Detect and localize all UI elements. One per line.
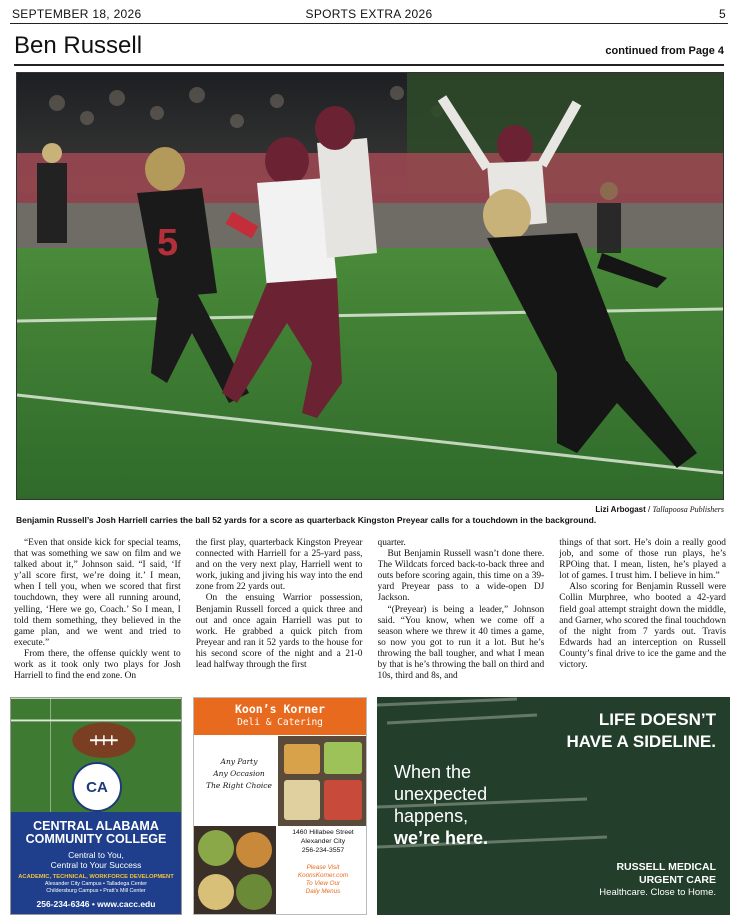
koons-link-4: Daily Menus <box>305 888 341 895</box>
page-number: 5 <box>719 7 726 21</box>
cacc-name <box>11 820 181 846</box>
paragraph: quarter. <box>377 538 406 548</box>
russell-headline-2: HAVE A SIDELINE. <box>566 732 716 751</box>
koons-name: Koon’s Korner <box>234 702 325 716</box>
koons-tag-2: Any Occasion <box>213 769 265 778</box>
article-column-1 <box>14 538 181 688</box>
koons-link-1: Please Visit <box>306 864 340 871</box>
cacc-programs: ACADEMIC, TECHNICAL, WORKFORCE DEVELOPMENT <box>18 874 174 880</box>
photo-caption: Benjamin Russell’s Josh Harriell carries the ball 52 yards for a score as quarterback Kingston Preyear calls for a touchdown in the background. <box>16 515 597 525</box>
russell-headline-1: LIFE DOESN’T <box>598 710 716 729</box>
cacc-tagline-1: Central to You, <box>68 850 124 860</box>
cacc-text-panel <box>11 812 181 915</box>
cacc-campuses-1: Alexander City Campus • Talladega Center <box>44 881 148 887</box>
article-column-3 <box>378 538 545 688</box>
koons-link-3: To View Our <box>305 880 341 887</box>
cacc-name-line1: CENTRAL ALABAMA <box>33 819 159 833</box>
paragraph: the first play, quarterback Kingston Preyear connected with Harriell for a 25-yard pass, and on the very next play, Harriell went to work, juking and jiving his way into the end zone from 22 yards out. <box>195 538 363 593</box>
headline-rule <box>14 64 724 66</box>
koons-address: 1460 Hillabee Street <box>292 829 354 836</box>
photo-credit-org: Tallapoosa Publishers <box>652 505 724 514</box>
koons-tagline <box>200 756 278 792</box>
jersey-number-label: 5 <box>157 222 179 264</box>
catering-plates-image <box>194 826 276 915</box>
game-photo <box>16 72 724 500</box>
cacc-contact[interactable]: 256-234-6346 • www.cacc.edu <box>36 899 156 909</box>
paragraph: But Benjamin Russell wasn’t done there. The Wildcats forced back-to-back three and outs before scoring again, this time on a 39-yard Preyear pass to a wide-open DJ Jackson. <box>377 549 545 604</box>
cacc-advertisement[interactable] <box>10 697 182 915</box>
russell-org-1: RUSSELL MEDICAL <box>616 861 716 873</box>
russell-medical-advertisement[interactable] <box>377 697 730 915</box>
russell-message-3: happens, <box>394 806 469 826</box>
issue-date: SEPTEMBER 18, 2026 <box>12 7 142 21</box>
russell-org-name <box>616 861 716 887</box>
cacc-campuses-2: Childersburg Campus • Pratt’s Mill Center <box>46 888 146 894</box>
article-column-2 <box>196 538 363 688</box>
article-column-4 <box>559 538 726 688</box>
koons-tag-1: Any Party <box>220 757 258 766</box>
koons-contact-info <box>278 828 367 855</box>
paragraph: On the ensuing Warrior possession, Benjamin Russell forced a quick three and out and once again Harriell was put to work. He grabbed a quick pitch from Preyear and ran it 52 yards to the house for his second score of the night and a 21-0 lead halfway through the first <box>195 593 363 671</box>
paragraph: things of that sort. He’s doin a really good job, and some of those run plays, he’s RPOing that. I mean, listen, he’s played a lot of games. I trust him. I believe in him.” <box>559 538 726 582</box>
koons-subtitle: Deli & Catering <box>237 717 323 728</box>
catering-tray-image <box>278 736 366 826</box>
koons-tag-3: The Right Choice <box>206 781 272 790</box>
page-header <box>10 6 728 24</box>
cacc-tagline-2: Central to Your Success <box>50 860 142 870</box>
paragraph: Also scoring for Benjamin Russell were Collin Murphree, who booted a 42-yard field goal attempt straight down the middle, and Garner, who scored the final touchdown of the night from 7 yards out. Travis Edwards had an interception on Russell County’s final drive to ice the game and the victory. <box>559 582 726 671</box>
koons-link-url[interactable]: KoonsKorner.com <box>297 872 349 879</box>
cacc-tagline <box>11 850 181 870</box>
cacc-logo-icon: CA <box>72 762 122 812</box>
photo-credit-name: Lizi Arbogast <box>595 505 646 514</box>
photo-credit-separator: / <box>648 505 651 514</box>
russell-message-1: When the <box>394 762 472 782</box>
article-body <box>14 538 726 688</box>
cacc-name-line2: COMMUNITY COLLEGE <box>25 832 167 846</box>
section-name: SPORTS EXTRA 2026 <box>305 7 433 21</box>
paragraph: From there, the offense quickly went to work as it took only two plays for Josh Harriell to find the end zone. On <box>14 648 181 682</box>
continued-note: continued from Page 4 <box>605 45 724 57</box>
russell-org-2: URGENT CARE <box>638 874 716 886</box>
russell-message-2: unexpected <box>394 784 488 804</box>
russell-message-4: we’re here. <box>394 828 489 848</box>
russell-slogan: Healthcare. Close to Home. <box>599 887 716 898</box>
russell-message <box>394 761 488 849</box>
paragraph: “(Preyear) is being a leader,” Johnson said. “You know, when we come off a season where we threw it 40 times a game, so now you got to run it a lot. But he’s throwing the ball tougher, and what I mean by that is he’s throwing the ball on third and 10s, third and 8s, and <box>377 604 545 682</box>
koons-phone[interactable]: 256-234-3557 <box>301 847 345 854</box>
koons-korner-advertisement[interactable] <box>193 697 367 915</box>
koons-header <box>194 698 366 735</box>
photo-credit <box>595 505 724 514</box>
article-headline: Ben Russell <box>14 32 143 59</box>
paragraph: “Even that onside kick for special teams, that was something we saw on film and we talked about it,” Johnson said. “I said, ‘If y’all score first, we’re doing it.’ I mean, when I tell you, when we scored that first touchdown, they were all running around, yelling, ‘Here we go, Coach.’ So I mean, I told them something, they believed in the game plan, and we went and tried to execute.” <box>14 538 181 648</box>
russell-headline <box>566 709 716 753</box>
game-photo-illustration <box>17 73 724 500</box>
cacc-campuses <box>11 881 181 895</box>
koons-city: Alexander City <box>300 838 346 845</box>
koons-website-note[interactable] <box>278 864 367 896</box>
